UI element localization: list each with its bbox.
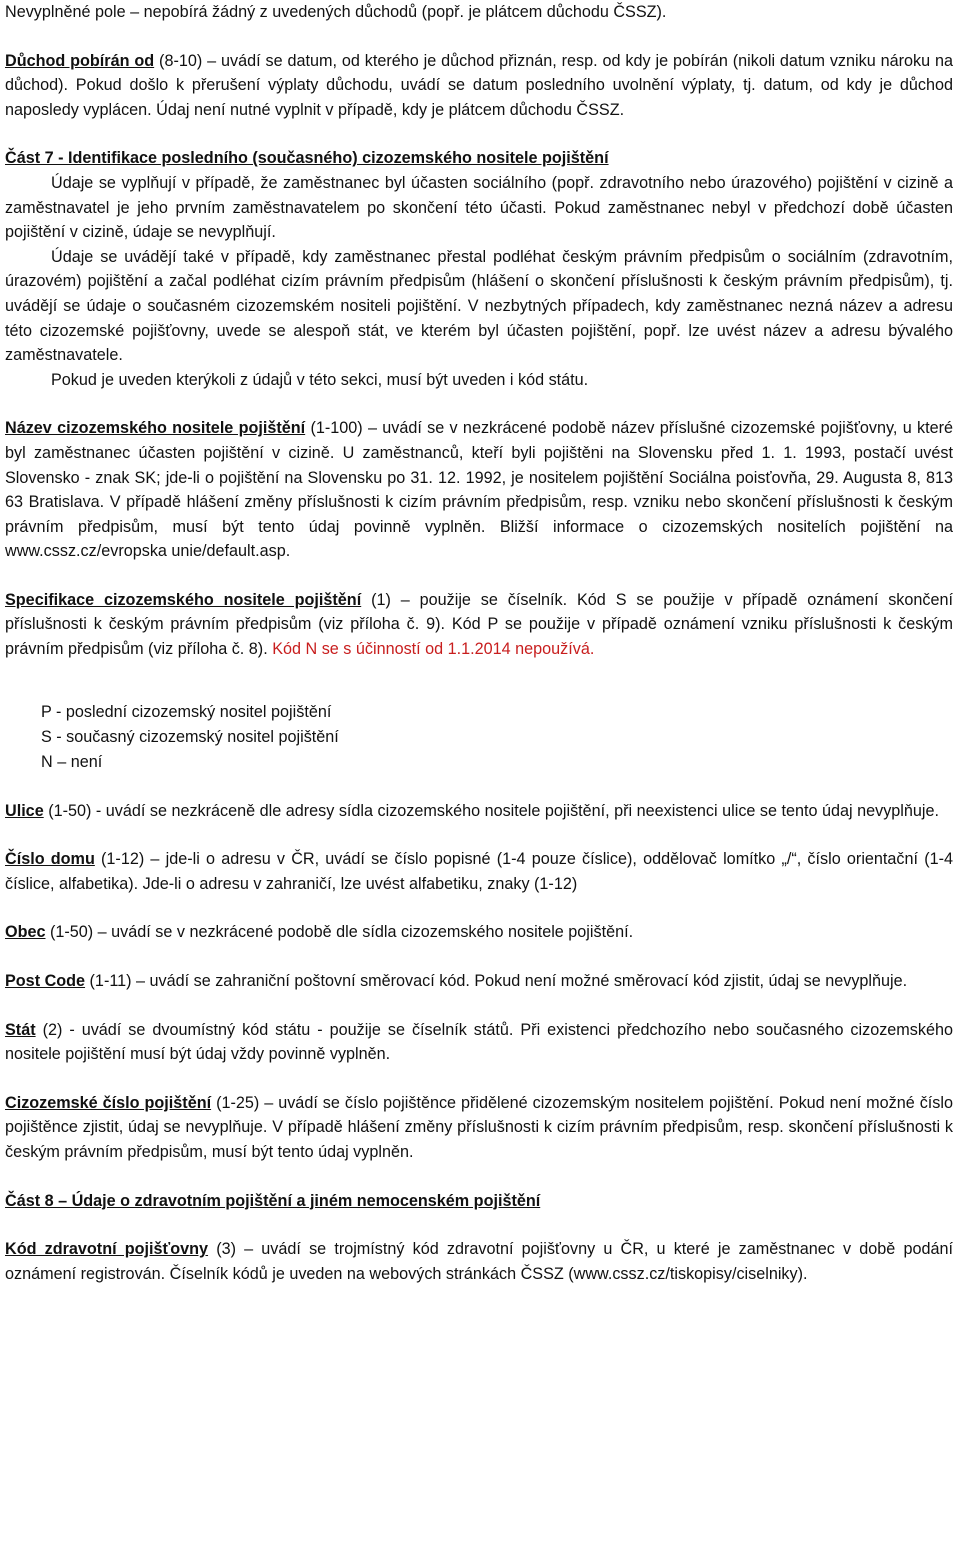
text-duchod: (8-10) – uvádí se datum, od kterého je důchod přiznán, resp. od kdy je pobírán (nikoli datum vzniku nároku na důchod). Pokud došlo k přerušení výplaty důchodu, uvádí se datum posledního uvolnění výplaty, tj. datum, od kdy je důchod naposledy vyplácen. Údaj není nutné vyplnit v případě, kdy je plátcem důchodu ČSSZ. [5,51,953,119]
heading-kod: Kód zdravotní pojišťovny [5,1240,209,1259]
section-obec [5,920,953,945]
heading-cast8: Část 8 – Údaje o zdravotním pojištění a jiném nemocenském pojištění [5,1191,541,1210]
paragraph-cast7-2: Údaje se uvádějí také v případě, kdy zaměstnanec přestal podléhat českým právním předpisům o sociálním (zdravotním, úrazovém) pojištění a začal podléhat cizím právním předpisům (hlášení o skončení příslušnosti k českým právním předpisům), tj. uvádějí se údaje o současném cizozemském nositeli pojištění. V nezbytných případech, kdy zaměstnanec nezná název a adresu této cizozemské pojišťovny, uvede se alespoň stát, ve kterém byl účasten pojištění, popř. lze uvést název a adresu bývalého zaměstnavatele. [5,247,953,365]
list-item: P - poslední cizozemský nositel pojištění [41,702,332,721]
heading-nazev: Název cizozemského nositele pojištění [5,419,306,438]
heading-cizcislo: Cizozemské číslo pojištění [5,1093,212,1112]
text-spec: (1) – použije se číselník. Kód S se použije v případě oznámení skončení příslušnosti k českým právním předpisům (viz příloha č. 9). Kód P se použije v případě oznámení vzniku příslušnosti k českým právním předpisům (viz příloha č. 8). [5,590,954,659]
heading-obec: Obec [5,923,46,942]
text-ulice: (1-50) - uvádí se nezkráceně dle adresy sídla cizozemského nositele pojištění, při neexistenci ulice se tento údaj nevyplňuje. [43,801,940,820]
text-cislo: (1-12) – jde-li o adresu v ČR, uvádí se číslo popisné (1-4 pouze číslice), oddělovač lomítko „/“, číslo orientační (1-4 číslice, alfabetika). Jde-li o adresu v zahraničí, lze uvést alfabetiku, znaky (1-12) [5,850,953,893]
heading-post: Post Code [5,972,86,991]
list-item: S - současný cizozemský nositel pojištění [41,727,339,746]
paragraph-cast7-1: Údaje se vyplňují v případě, že zaměstnanec byl účasten sociálního (popř. zdravotního nebo úrazového) pojištění v cizině a zaměstnavatel je jeho prvním zaměstnavatelem po skončení této účasti. Pokud zaměstnanec nebyl v předchozí době účasten pojištění v cizině, údaje se nevyplňují. [5,173,953,242]
spec-codes-list [5,700,953,775]
paragraph-intro: Nevyplněné pole – nepobírá žádný z uvedených důchodů (popř. je plátcem důchodu ČSSZ). [5,3,667,21]
text-post: (1-11) – uvádí se zahraniční poštovní směrovací kód. Pokud není možné směrovací kód zjistit, údaj se nevyplňuje. [85,972,908,991]
heading-cislo: Číslo domu [5,850,95,869]
heading-cast7: Část 7 - Identifikace posledního (současného) cizozemského nositele pojištění [5,149,609,168]
list-item: N – není [41,752,103,771]
section-cizcislo [5,1091,953,1165]
section-kod [5,1237,953,1286]
text-stat: (2) - uvádí se dvoumístný kód státu - použije se číselník států. Při existenci předchozího nebo současného cizozemského nositele pojištění musí být údaj vždy povinně vyplněn. [5,1020,953,1064]
section-stat [5,1018,953,1067]
section-duchod [5,49,953,123]
text-nazev: (1-100) – uvádí se v nezkrácené podobě název příslušné cizozemské pojišťovny, u které byl zaměstnanec účasten pojištění v cizině. U zaměstnanců, kteří byli pojištěni na Slovensku před 1. 1. 1993, postačí uvést Slovensko - znak SK; jde-li o pojištění na Slovensku po 31. 12. 1992, je nositelem pojištění Sociálna poisťovňa, 29. Augusta 8, 813 63 Bratislava. V případě hlášení změny příslušnosti k cizím právním předpisům, resp. vzniku nebo skončení příslušnosti k českým právním předpisům, musí být tento údaj povinně vyplněn. Bližší informace o cizozemských nositelích pojištění na www.cssz.cz/evropska unie/default.asp. [5,419,954,561]
section-post [5,969,953,994]
heading-stat: Stát [5,1020,36,1039]
heading-ulice: Ulice [5,801,44,820]
section-ulice [5,799,953,824]
text-obec: (1-50) – uvádí se v nezkrácené podobě dle sídla cizozemského nositele pojištění. [45,923,634,942]
section-nazev [5,416,953,564]
paragraph-cast7-3: Pokud je uveden kterýkoli z údajů v této sekci, musí být uveden i kód státu. [51,370,589,389]
text-kod: (3) – uvádí se trojmístný kód zdravotní pojišťovny u ČR, u které je zaměstnanec v době podání oznámení registrován. Číselník kódů je uveden na webových stránkách ČSSZ (www.cssz.cz/tiskopisy/ciselniky). [5,1240,953,1283]
text-cizcislo: (1-25) – uvádí se číslo pojištěnce přidělené cizozemským nositelem pojištění. Pokud není možné číslo pojištěnce zjistit, údaj se nevyplňuje. V případě hlášení změny příslušnosti k cizím právním předpisům, resp. skončení příslušnosti k českým právním předpisům, musí být tento údaj vyplněn. [5,1093,953,1161]
heading-duchod: Důchod pobírán od [5,51,155,70]
section-spec [5,588,953,662]
heading-spec: Specifikace cizozemského nositele pojištění [5,590,362,609]
text-spec-red: Kód N se s účinností od 1.1.2014 nepoužívá. [272,640,595,659]
section-cislo [5,847,953,896]
